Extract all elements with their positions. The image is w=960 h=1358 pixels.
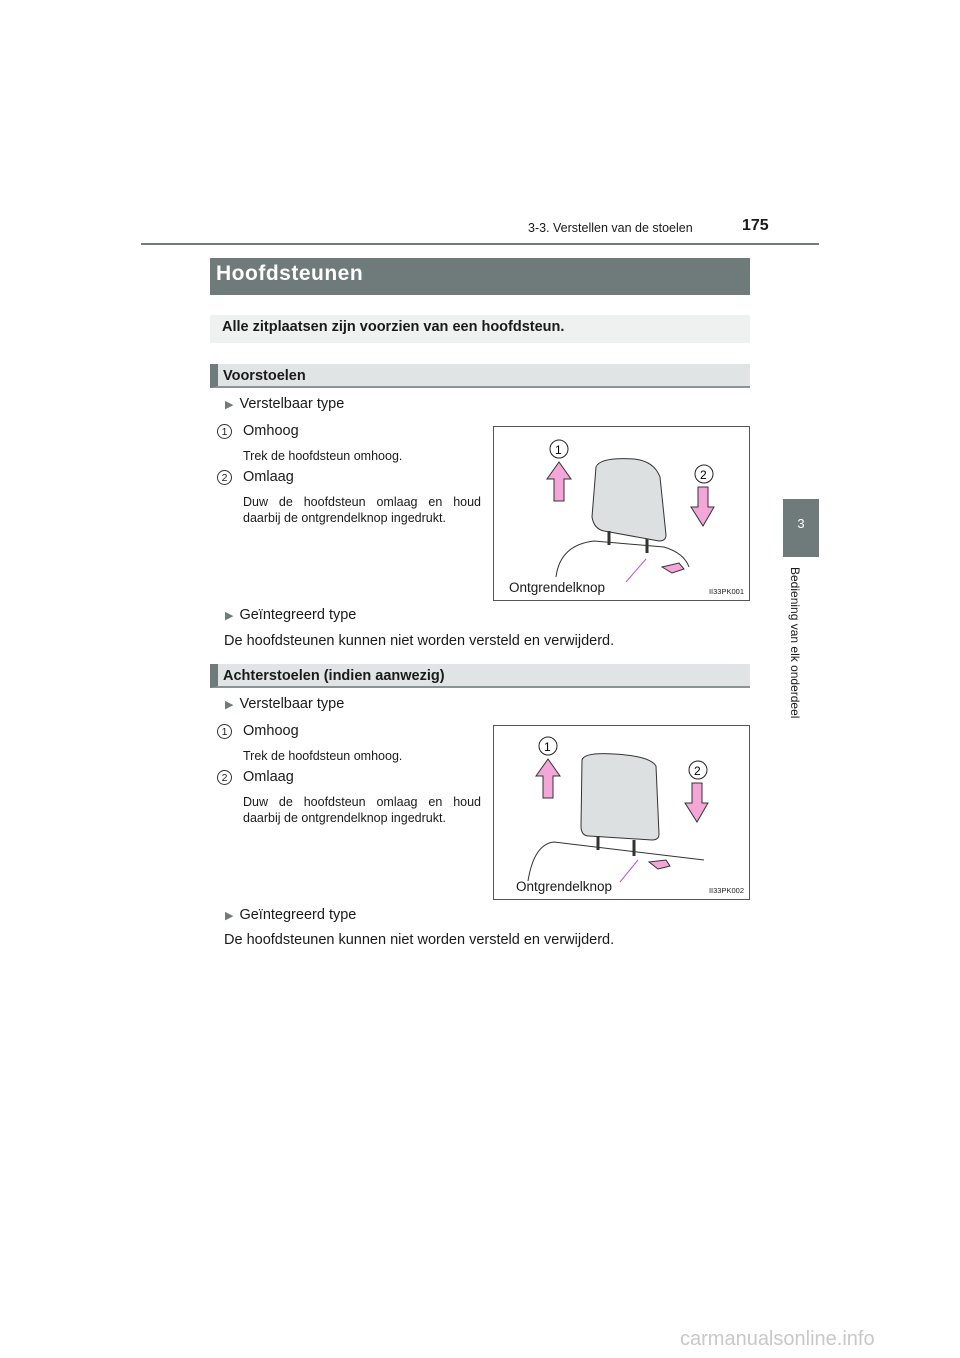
type-adjustable — [225, 396, 344, 412]
page-number: 175 — [742, 217, 769, 234]
section-heading-rear: Achterstoelen (indien aanwezig) — [210, 664, 750, 688]
headrest-illustration — [493, 725, 750, 900]
svg-text:1: 1 — [544, 740, 551, 754]
watermark: carmanualsonline.info — [680, 1328, 875, 1350]
header-section: 3-3. Verstellen van de stoelen — [528, 221, 693, 235]
type-integrated — [225, 907, 356, 923]
chapter-tab[interactable]: 3 — [783, 499, 819, 557]
type-adjustable — [225, 696, 344, 712]
item-desc: Duw de hoofdsteun omlaag en houd daarbij de ontgrendelknop ingedrukt. — [243, 495, 481, 525]
triangle-icon: ▶ — [225, 610, 234, 622]
type-label: Geïntegreerd type — [239, 907, 357, 923]
item-desc: Trek de hoofdsteun omhoog. — [243, 749, 403, 763]
item-label: Omlaag — [243, 469, 294, 485]
figure-caption: Ontgrendelknop — [516, 879, 613, 894]
headrest-drawing — [494, 427, 751, 602]
item-label: Omhoog — [243, 423, 299, 439]
item-desc: Trek de hoofdsteun omhoog. — [243, 449, 403, 463]
item-down — [217, 469, 294, 485]
number-1-icon: 1 — [217, 724, 232, 739]
number-2-icon: 2 — [217, 470, 232, 485]
note-text: De hoofdsteunen kunnen niet worden versteld en verwijderd. — [224, 932, 615, 948]
figure-caption: Ontgrendelknop — [509, 580, 606, 595]
note-text: De hoofdsteunen kunnen niet worden versteld en verwijderd. — [224, 633, 615, 649]
item-label: Omlaag — [243, 769, 294, 785]
svg-text:1: 1 — [555, 443, 562, 457]
svg-text:2: 2 — [700, 468, 707, 482]
triangle-icon: ▶ — [225, 910, 234, 922]
svg-text:2: 2 — [694, 764, 701, 778]
item-up — [217, 423, 299, 439]
figure-id: II33PK002 — [708, 886, 744, 895]
section-heading-front: Voorstoelen — [210, 364, 750, 388]
type-label: Verstelbaar type — [239, 696, 345, 712]
item-label: Omhoog — [243, 723, 299, 739]
item-desc: Duw de hoofdsteun omlaag en houd daarbij de ontgrendelknop ingedrukt. — [243, 795, 481, 825]
number-1-icon: 1 — [217, 424, 232, 439]
headrest-drawing — [494, 726, 751, 901]
intro-text: Alle zitplaatsen zijn voorzien van een hoofdsteun. — [210, 315, 750, 343]
headrest-illustration — [493, 426, 750, 601]
type-label: Verstelbaar type — [239, 396, 345, 412]
page-title: Hoofdsteunen — [210, 258, 750, 295]
item-down — [217, 769, 294, 785]
header-divider — [141, 243, 819, 245]
chapter-label: Bediening van elk onderdeel — [788, 567, 802, 719]
figure-id: II33PK001 — [708, 587, 744, 596]
type-integrated — [225, 607, 356, 623]
triangle-icon: ▶ — [225, 699, 234, 711]
item-up — [217, 723, 299, 739]
number-2-icon: 2 — [217, 770, 232, 785]
type-label: Geïntegreerd type — [239, 607, 357, 623]
triangle-icon: ▶ — [225, 399, 234, 411]
